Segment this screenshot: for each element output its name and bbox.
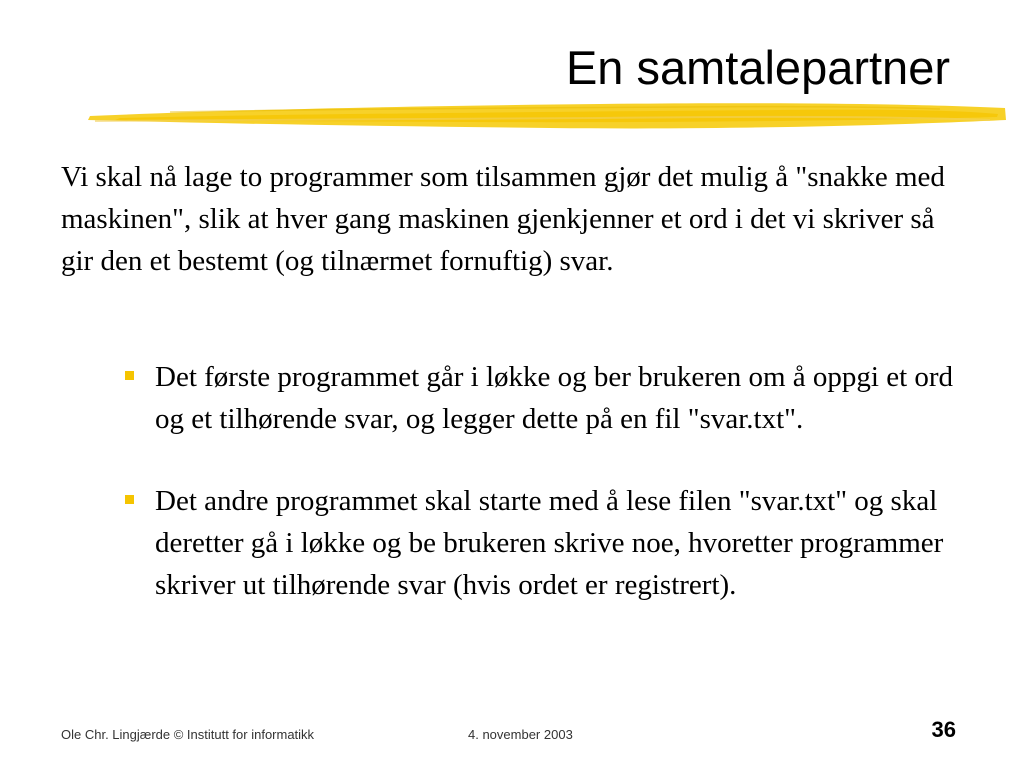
bullet-item [122, 480, 972, 606]
bullet-text: Det andre programmet skal starte med å lese filen "svar.txt" og skal deretter gå i løkke og be brukeren skrive noe, hvoretter programmer skriver ut tilhørende svar (hvis ordet er registrert). [155, 485, 944, 601]
footer-author: Ole Chr. Lingjærde © Institutt for informatikk [61, 727, 315, 742]
intro-paragraph: Vi skal nå lage to programmer som tilsammen gjør det mulig å "snakke med maskinen", slik at hver gang maskinen gjenkjenner et ord i det vi skriver så gir den et bestemt (og tilnærmet fornuftig) svar. [61, 161, 945, 277]
page-number: 36 [931, 717, 956, 742]
bullet-list [122, 356, 972, 606]
bullet-item [122, 356, 972, 440]
square-bullet-icon [125, 371, 134, 380]
square-bullet-icon [125, 495, 134, 504]
title-underline-brush [80, 96, 1010, 136]
bullet-text: Det første programmet går i løkke og ber brukeren om å oppgi et ord og et tilhørende svar, og legger dette på en fil "svar.txt". [155, 361, 954, 435]
slide-title: En samtalepartner [565, 41, 950, 94]
footer-date: 4. november 2003 [468, 727, 573, 742]
